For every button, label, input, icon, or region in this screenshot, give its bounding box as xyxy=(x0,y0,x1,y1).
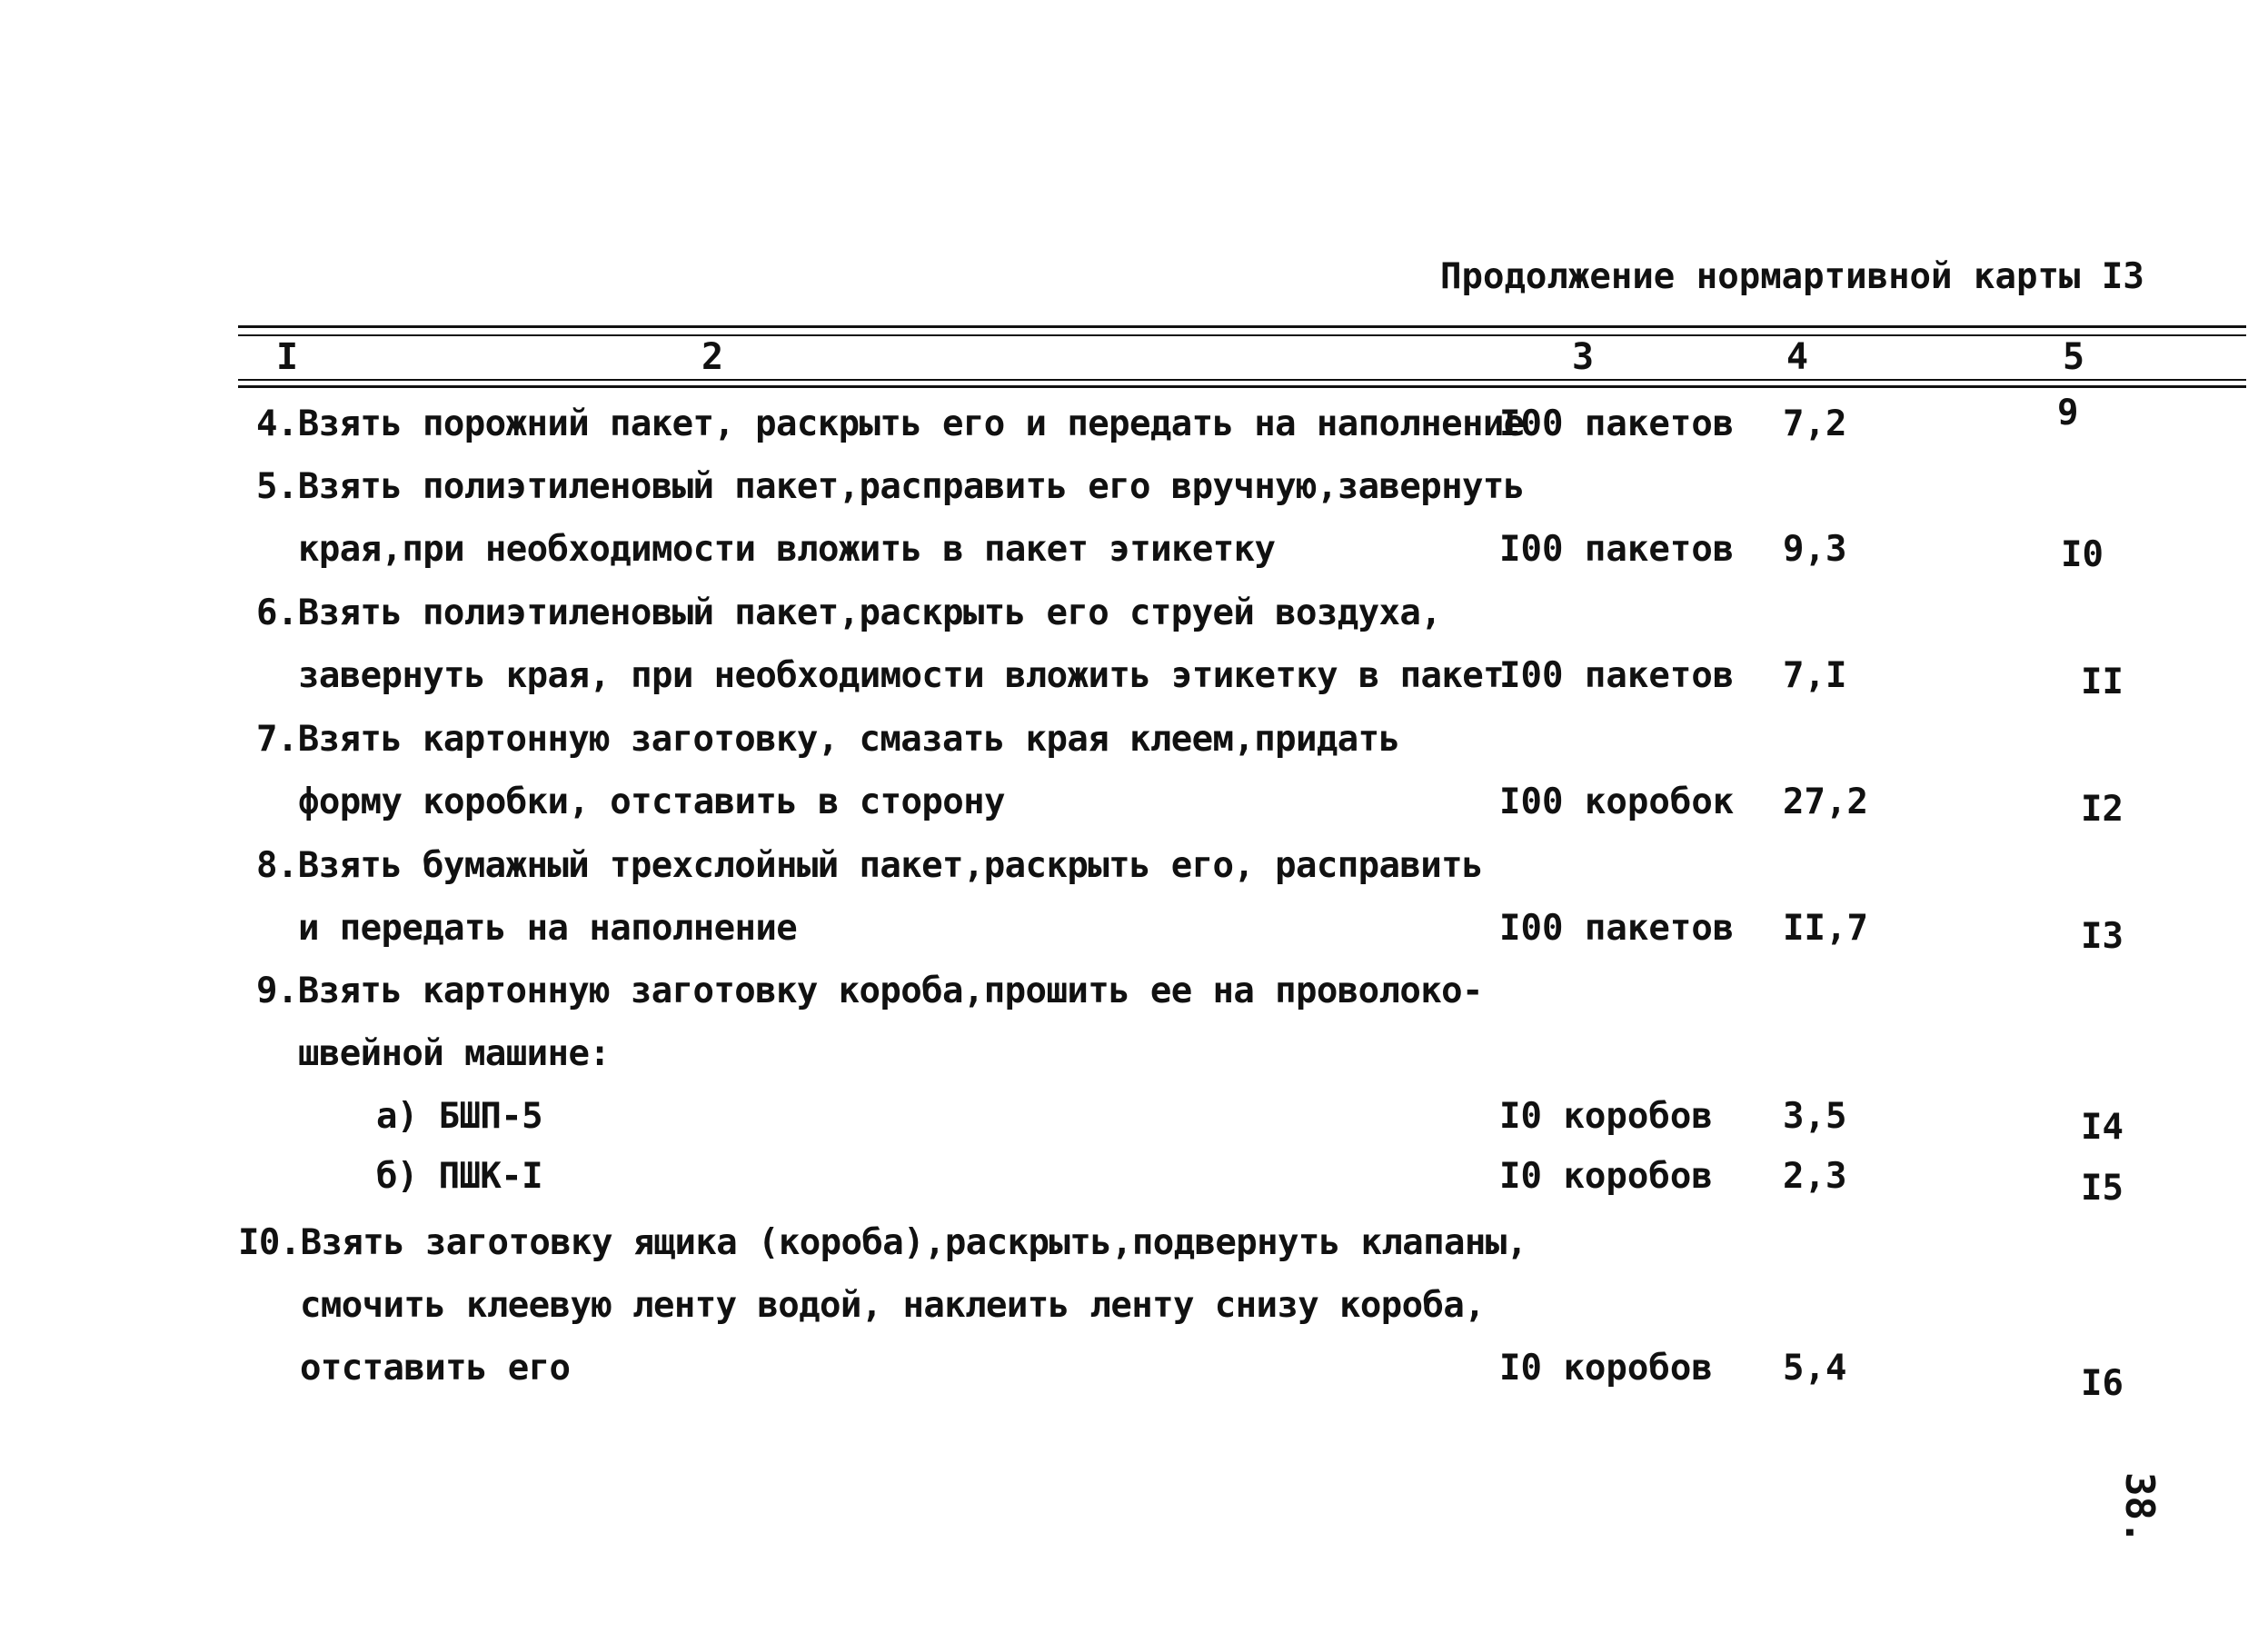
operation-4-norm: 7,2 xyxy=(1783,403,1847,444)
operation-10-unit: I0 коробов xyxy=(1499,1348,1713,1389)
operation-5-text-line2: края,при необходимости вложить в пакет этикетку xyxy=(298,529,1276,570)
operation-4-ref: 9 xyxy=(2057,393,2079,433)
operation-5-text-line1: 5.Взять полиэтиленовый пакет,расправить его вручную,завернуть xyxy=(256,466,1525,507)
operation-9-text-line2: швейной машине: xyxy=(298,1033,611,1074)
header-rule-bottom-inner xyxy=(238,379,2246,381)
operation-10-text-line2: смочить клеевую ленту водой, наклеить ленту снизу короба, xyxy=(300,1285,1486,1326)
operation-6-unit: I00 пакетов xyxy=(1499,655,1735,696)
operation-9a-norm: 3,5 xyxy=(1783,1096,1847,1137)
operation-6-norm: 7,I xyxy=(1783,655,1847,696)
operation-10-ref: I6 xyxy=(2081,1363,2124,1404)
header-rule-bottom xyxy=(238,385,2246,388)
operation-5-unit: I00 пакетов xyxy=(1499,529,1735,570)
header-rule-top-inner xyxy=(238,334,2246,336)
column-number-4: 4 xyxy=(1786,336,1809,378)
page-number: 38. xyxy=(2116,1472,2163,1545)
operation-8-unit: I00 пакетов xyxy=(1499,908,1735,949)
operation-9a-unit: I0 коробов xyxy=(1499,1096,1713,1137)
operation-10-norm: 5,4 xyxy=(1783,1348,1847,1389)
operation-6-ref: II xyxy=(2081,662,2124,702)
operation-9-text-line1: 9.Взять картонную заготовку короба,прошить ее на проволоко- xyxy=(256,971,1483,1011)
column-number-3: 3 xyxy=(1572,336,1595,378)
operation-7-norm: 27,2 xyxy=(1783,782,1868,822)
operation-9b-norm: 2,3 xyxy=(1783,1156,1847,1197)
continuation-heading: Продолжение нормартивной карты I3 xyxy=(1440,256,2144,297)
operation-9a-label: а) БШП-5 xyxy=(376,1096,543,1137)
operation-10-text-line1: I0.Взять заготовку ящика (короба),раскрыть,подвернуть клапаны, xyxy=(238,1222,1527,1263)
operation-6-text-line1: 6.Взять полиэтиленовый пакет,раскрыть его струей воздуха, xyxy=(256,592,1442,633)
operation-5-ref: I0 xyxy=(2061,534,2104,575)
operation-9b-ref: I5 xyxy=(2081,1168,2124,1209)
header-rule-top xyxy=(238,325,2246,328)
operation-8-text-line2: и передать на наполнение xyxy=(298,908,798,949)
operation-10-text-line3: отставить его xyxy=(300,1348,571,1389)
column-number-1: I xyxy=(276,336,299,378)
operation-9a-ref: I4 xyxy=(2081,1107,2124,1148)
operation-6-text-line2: завернуть края, при необходимости вложить этикетку в пакет xyxy=(298,655,1505,696)
operation-7-text-line1: 7.Взять картонную заготовку, смазать края клеем,придать xyxy=(256,719,1400,760)
operation-7-unit: I00 коробок xyxy=(1499,782,1735,822)
operation-4-unit: I00 пакетов xyxy=(1499,403,1735,444)
operation-8-text-line1: 8.Взять бумажный трехслойный пакет,раскрыть его, расправить xyxy=(256,845,1483,886)
operation-7-text-line2: форму коробки, отставить в сторону xyxy=(298,782,1005,822)
operation-9b-label: б) ПШК-I xyxy=(376,1156,543,1197)
column-number-5: 5 xyxy=(2063,336,2085,378)
column-number-2: 2 xyxy=(701,336,724,378)
operation-5-norm: 9,3 xyxy=(1783,529,1847,570)
operation-8-norm: II,7 xyxy=(1783,908,1868,949)
operation-4-text: 4.Взять порожний пакет, раскрыть его и передать на наполнение xyxy=(256,403,1525,444)
operation-7-ref: I2 xyxy=(2081,789,2124,830)
operation-9b-unit: I0 коробов xyxy=(1499,1156,1713,1197)
operation-8-ref: I3 xyxy=(2081,916,2124,957)
